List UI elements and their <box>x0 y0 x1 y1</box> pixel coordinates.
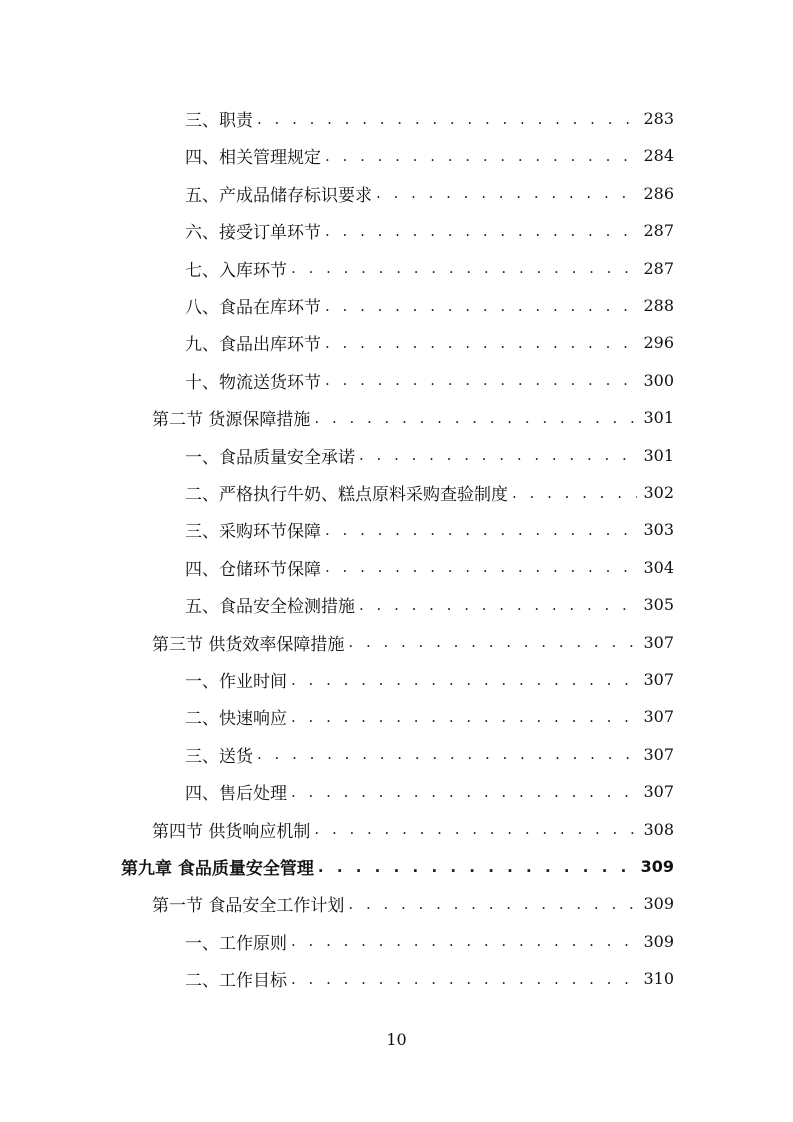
toc-subsection-entry[interactable] <box>185 661 674 698</box>
toc-entry-page-number: 307 <box>643 707 674 727</box>
dot-leader <box>376 184 637 202</box>
page-number: 10 <box>386 1030 407 1049</box>
toc-entry-page-number: 307 <box>643 782 674 802</box>
toc-subsection-entry[interactable] <box>185 773 674 810</box>
toc-entry-page-number: 307 <box>643 744 674 764</box>
toc-entry-title: 九、食品出库环节 <box>185 335 321 356</box>
toc-entry-page-number: 301 <box>643 445 674 465</box>
toc-entry-page-number: 303 <box>643 520 674 540</box>
toc-subsection-entry[interactable] <box>185 960 674 997</box>
toc-subsection-entry[interactable] <box>185 736 674 773</box>
toc-entry-title: 五、产成品储存标识要求 <box>185 185 372 206</box>
toc-entry-page-number: 309 <box>643 894 674 914</box>
toc-entry-page-number: 301 <box>643 408 674 428</box>
dot-leader <box>257 745 637 763</box>
dot-leader <box>291 783 637 801</box>
toc-entry-title: 十、物流送货环节 <box>185 372 321 393</box>
dot-leader <box>291 671 637 689</box>
toc-subsection-entry[interactable] <box>185 549 674 586</box>
toc-section-entry[interactable] <box>152 885 674 922</box>
toc-entry-page-number: 287 <box>643 258 674 278</box>
dot-leader <box>359 596 637 614</box>
dot-leader <box>325 558 637 576</box>
toc-subsection-entry[interactable] <box>185 511 674 548</box>
toc-entry-title: 第一节 食品安全工作计划 <box>152 896 345 917</box>
toc-subsection-entry[interactable] <box>185 698 674 735</box>
dot-leader <box>291 259 637 277</box>
toc-entry-title: 第九章 食品质量安全管理 <box>121 859 314 879</box>
toc-section-entry[interactable] <box>152 624 674 661</box>
toc-subsection-entry[interactable] <box>185 586 674 623</box>
toc-subsection-entry[interactable] <box>185 175 674 212</box>
toc-section-entry[interactable] <box>152 399 674 436</box>
dot-leader <box>512 484 637 502</box>
dot-leader <box>348 895 637 913</box>
dot-leader <box>325 222 637 240</box>
dot-leader <box>314 820 637 838</box>
toc-subsection-entry[interactable] <box>185 324 674 361</box>
toc-entry-page-number: 283 <box>643 109 674 128</box>
toc-entry-page-number: 284 <box>643 146 674 166</box>
dot-leader <box>257 110 637 128</box>
toc-entry-title: 第二节 货源保障措施 <box>152 410 311 431</box>
dot-leader <box>325 521 637 539</box>
toc-section-entry[interactable] <box>152 811 674 848</box>
toc-entry-title: 二、严格执行牛奶、糕点原料采购查验制度 <box>185 485 508 505</box>
toc-entry-title: 四、相关管理规定 <box>185 148 321 169</box>
toc-subsection-entry[interactable] <box>185 437 674 474</box>
toc-entry-page-number: 307 <box>643 670 674 689</box>
dot-leader <box>325 147 637 165</box>
toc-entry-title: 二、快速响应 <box>185 709 287 730</box>
toc-subsection-entry[interactable] <box>185 287 674 324</box>
toc-entry-title: 一、作业时间 <box>185 672 287 692</box>
dot-leader <box>325 334 637 352</box>
toc-entry-title: 三、采购环节保障 <box>185 522 321 543</box>
toc-entry-page-number: 310 <box>643 969 674 989</box>
toc-entry-title: 三、职责 <box>185 111 253 131</box>
dot-leader <box>291 932 637 950</box>
toc-entry-page-number: 307 <box>643 632 674 652</box>
toc-entry-title: 四、仓储环节保障 <box>185 559 321 580</box>
toc-subsection-entry[interactable] <box>185 250 674 287</box>
toc-entry-page-number: 302 <box>643 483 674 502</box>
toc-entry-title: 七、入库环节 <box>185 260 287 281</box>
toc-entry-title: 第四节 供货响应机制 <box>152 821 311 842</box>
dot-leader <box>325 297 637 315</box>
toc-entry-page-number: 287 <box>643 221 674 241</box>
toc-entry-page-number: 304 <box>643 557 674 577</box>
toc-entry-page-number: 286 <box>643 183 674 203</box>
toc-entry-page-number: 308 <box>643 819 674 839</box>
toc-entry-page-number: 309 <box>643 931 674 951</box>
toc-subsection-entry[interactable] <box>185 474 674 511</box>
dot-leader <box>325 371 637 389</box>
dot-leader <box>359 446 637 464</box>
toc-entry-page-number: 288 <box>643 296 674 315</box>
toc-entry-title: 一、工作原则 <box>185 933 287 954</box>
toc-entry-title: 第三节 供货效率保障措施 <box>152 634 345 655</box>
toc-subsection-entry[interactable] <box>185 137 674 174</box>
toc-subsection-entry[interactable] <box>185 212 674 249</box>
dot-leader <box>318 858 635 876</box>
toc-chapter-entry[interactable] <box>121 848 674 885</box>
toc-entry-title: 四、售后处理 <box>185 784 287 805</box>
toc-subsection-entry[interactable] <box>185 362 674 399</box>
toc-entry-page-number: 296 <box>643 333 674 353</box>
toc-entry-page-number: 305 <box>643 595 674 615</box>
dot-leader <box>348 633 637 651</box>
toc-entry-title: 一、食品质量安全承诺 <box>185 447 355 468</box>
dot-leader <box>314 409 637 427</box>
toc-entry-page-number: 300 <box>643 370 674 390</box>
toc-entry-title: 五、食品安全检测措施 <box>185 597 355 618</box>
toc-subsection-entry[interactable] <box>185 100 674 137</box>
toc-entry-page-number: 309 <box>640 857 674 876</box>
toc-entry-title: 六、接受订单环节 <box>185 223 321 244</box>
dot-leader <box>291 708 637 726</box>
toc-entry-title: 三、送货 <box>185 746 253 767</box>
toc-entry-title: 二、工作目标 <box>185 971 287 992</box>
toc-entry-title: 八、食品在库环节 <box>185 298 321 318</box>
dot-leader <box>291 970 637 988</box>
toc-subsection-entry[interactable] <box>185 923 674 960</box>
